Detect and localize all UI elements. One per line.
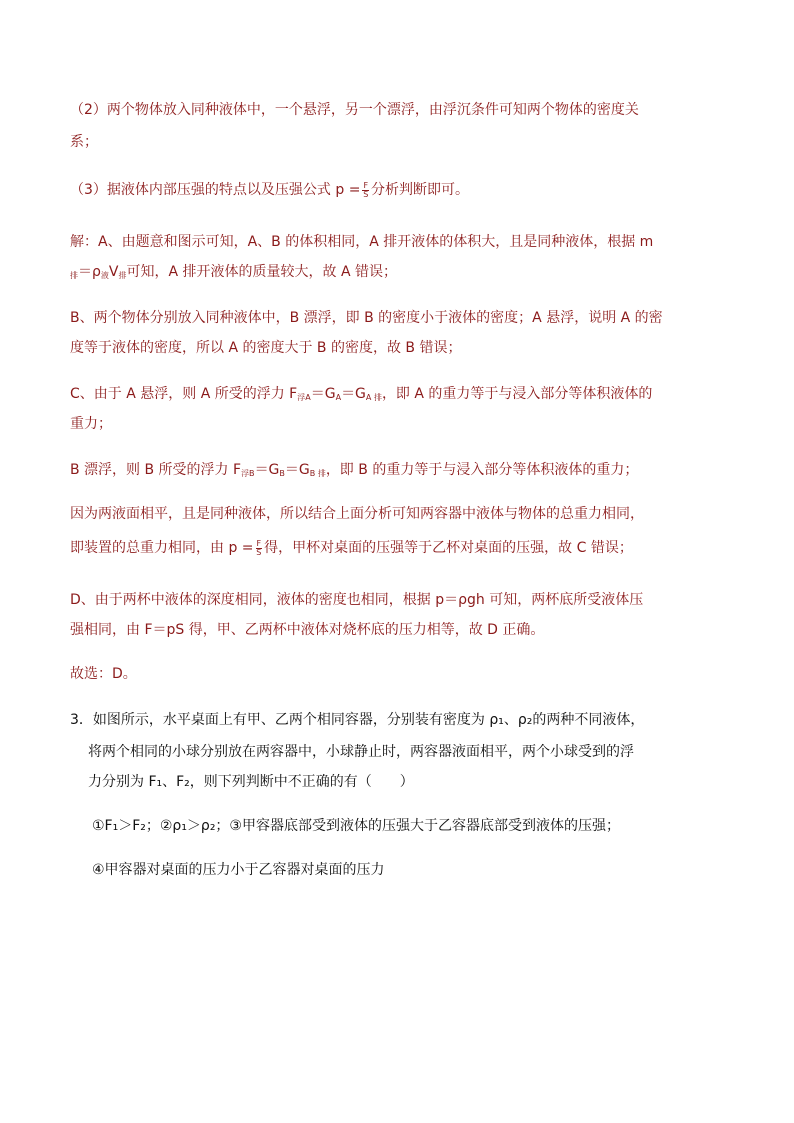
solution-text: ＝G: [310, 386, 336, 402]
solution-line: [70, 538, 633, 558]
question-line: 3．如图所示，水平桌面上有甲、乙两个相同容器，分别装有密度为 ρ₁、ρ₂的两种不同液体，: [70, 712, 645, 728]
subscript: 浮A: [297, 393, 311, 402]
analysis-line: [70, 180, 469, 200]
pressure-formula-fraction: [362, 182, 369, 199]
subscript: A: [335, 393, 342, 402]
fraction-denominator: S: [256, 547, 262, 557]
pressure-formula-fraction: [256, 540, 263, 557]
solution-line: 强相同，由 F＝pS 得，甲、乙两杯中液体对烧杯底的压力相等，故 D 正确。: [70, 622, 545, 638]
solution-text: 可知，A 排开液体的质量较大，故 A 错误；: [126, 264, 397, 280]
subscript: A 排: [365, 393, 382, 402]
solution-line: 解：A、由题意和图示可知，A、B 的体积相同，A 排开液体的体积大，且是同种液体，根据 m: [70, 234, 654, 250]
solution-line: 因为两液面相平，且是同种液体，所以结合上面分析可知两容器中液体与物体的总重力相同，: [70, 506, 644, 522]
solution-text: 即装置的总重力相同，由 p =: [70, 540, 254, 556]
solution-text: V: [108, 264, 119, 280]
analysis-line: （2）两个物体放入同种液体中，一个悬浮，另一个漂浮，由浮沉条件可知两个物体的密度关: [70, 102, 639, 118]
fraction-denominator: S: [363, 189, 369, 199]
solution-text: ＝G: [254, 462, 280, 478]
solution-text: ＝ρ: [78, 264, 101, 280]
solution-line: 重力；: [70, 416, 112, 432]
fraction-numerator: F: [256, 538, 262, 548]
solution-line: [70, 460, 638, 484]
subscript: 浮B: [241, 469, 255, 478]
solution-text: C、由于 A 悬浮，则 A 所受的浮力 F: [70, 386, 298, 402]
subscript: B 排: [309, 469, 326, 478]
solution-text: B 漂浮，则 B 所受的浮力 F: [70, 462, 242, 478]
solution-line: [70, 262, 397, 286]
question-options: ④甲容器对桌面的压力小于乙容器对桌面的压力: [92, 862, 385, 878]
solution-line: [70, 384, 652, 408]
subscript: 液: [100, 271, 109, 280]
fraction-numerator: F: [363, 180, 369, 190]
answer-line: 故选：D。: [70, 666, 137, 682]
subscript: 排: [118, 271, 127, 280]
question-line: 将两个相同的小球分别放在两容器中，小球静止时，两容器液面相平，两个小球受到的浮: [88, 744, 634, 760]
question-line: 力分别为 F₁、F₂，则下列判断中不正确的有（ ）: [88, 774, 414, 790]
solution-text: ，即 A 的重力等于与浸入部分等体积液体的: [381, 386, 653, 402]
solution-text: ＝G: [284, 462, 310, 478]
subscript: B: [279, 469, 285, 478]
solution-text: 得，甲杯对桌面的压强等于乙杯对桌面的压强，故 C 错误；: [264, 540, 633, 556]
solution-line: B、两个物体分别放入同种液体中，B 漂浮，即 B 的密度小于液体的密度；A 悬浮，说明 A 的密: [70, 310, 663, 326]
question-options: ①F₁＞F₂；②ρ₁＞ρ₂；③甲容器底部受到液体的压强大于乙容器底部受到液体的压强；: [92, 818, 620, 834]
solution-text: ＝G: [341, 386, 366, 402]
subscript: 排: [70, 271, 78, 280]
analysis-text: （3）据液体内部压强的特点以及压强公式 p =: [70, 182, 361, 198]
solution-line: D、由于两杯中液体的深度相同，液体的密度也相同，根据 p＝ρgh 可知，两杯底所受液体压: [70, 592, 644, 608]
analysis-text: 分析判断即可。: [371, 182, 470, 198]
solution-line: 度等于液体的密度，所以 A 的密度大于 B 的密度，故 B 错误；: [70, 340, 462, 356]
analysis-line: 系；: [70, 134, 98, 150]
solution-text: ，即 B 的重力等于与浸入部分等体积液体的重力；: [325, 462, 639, 478]
